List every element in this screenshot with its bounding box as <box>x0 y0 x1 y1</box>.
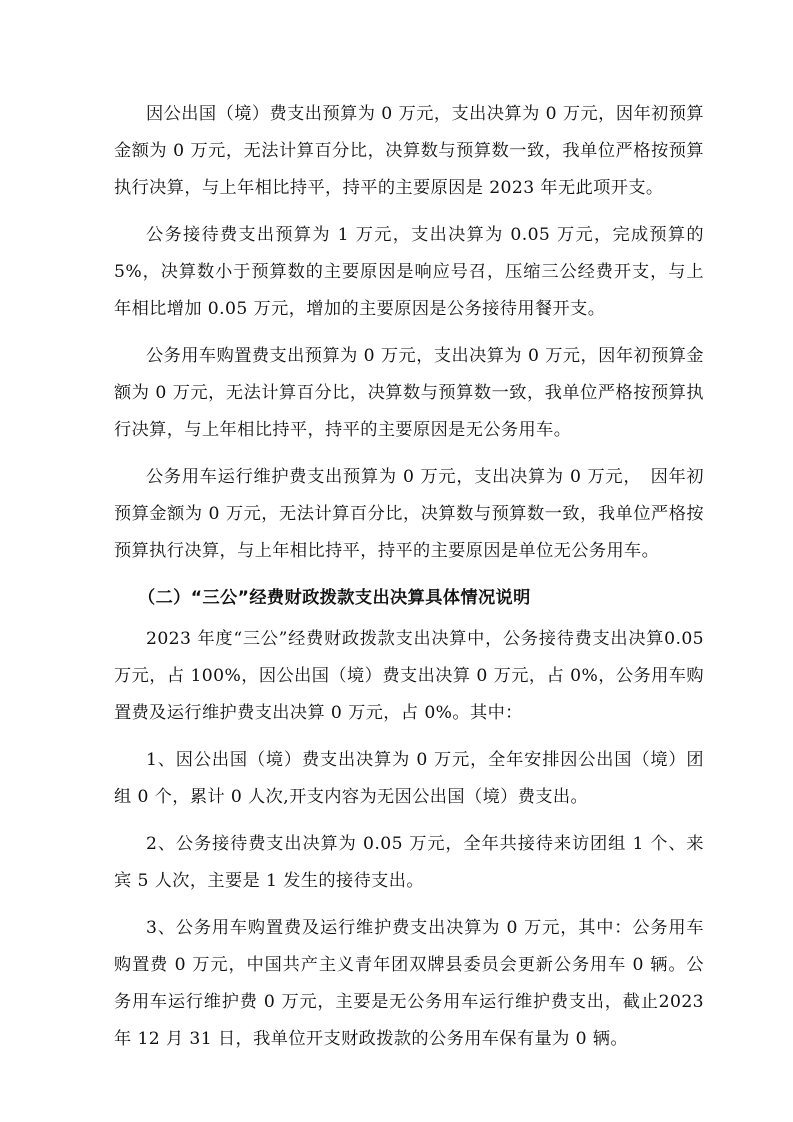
paragraph-vehicle-maintenance: 公务用车运行维护费支出预算为 0 万元，支出决算为 0 万元， 因年初预算金额为 0 万元，无法计算百分比，决算数与预算数一致，我单位严格按预算执行决算，与上年相比持平，持平的主要原因是单位无公务用车。 <box>114 467 704 561</box>
paragraph-overseas-travel: 因公出国（境）费支出预算为 0 万元，支出决算为 0 万元，因年初预算金额为 0 万元，无法计算百分比，决算数与预算数一致，我单位严格按预算执行决算，与上年相比持平，持平的主要原因是 2023 年无此项开支。 <box>114 104 704 198</box>
paragraph-vehicle-purchase: 公务用车购置费支出预算为 0 万元，支出决算为 0 万元，因年初预算金额为 0 万元，无法计算百分比，决算数与预算数一致，我单位严格按预算执行决算，与上年相比持平，持平的主要原因是无公务用车。 <box>114 346 704 440</box>
paragraph-summary: 2023 年度“三公”经费财政拨款支出决算中，公务接待费支出决算0.05 万元，占 100%，因公出国（境）费支出决算 0 万元，占 0%，公务用车购置费及运行维护费支出决算 0 万元，占 0%。其中： <box>114 629 704 723</box>
document-body <box>114 96 704 1068</box>
section-heading: （二）“三公”经费财政拨款支出决算具体情况说明 <box>138 588 531 608</box>
paragraph-item-3: 3、公务用车购置费及运行维护费支出决算为 0 万元，其中：公务用车购置费 0 万元，中国共产主义青年团双牌县委员会更新公务用车 0 辆。公务用车运行维护费 0 万元，主要是无公务用车运行维护费支出，截止2023 年 12 月 31 日，我单位开支财政拨款的公务用车保有量为 0 辆。 <box>114 918 704 1049</box>
paragraph-official-reception: 公务接待费支出预算为 1 万元，支出决算为 0.05 万元，完成预算的5%，决算数小于预算数的主要原因是响应号召，压缩三公经费开支，与上年相比增加 0.05 万元，增加的主要原因是公务接待用餐开支。 <box>114 225 704 319</box>
paragraph-item-2: 2、公务接待费支出决算为 0.05 万元，全年共接待来访团组 1 个、来宾 5 人次，主要是 1 发生的接待支出。 <box>114 834 704 891</box>
paragraph-item-1: 1、因公出国（境）费支出决算为 0 万元，全年安排因公出国（境）团组 0 个，累计 0 人次,开支内容为无因公出国（境）费支出。 <box>114 750 704 807</box>
